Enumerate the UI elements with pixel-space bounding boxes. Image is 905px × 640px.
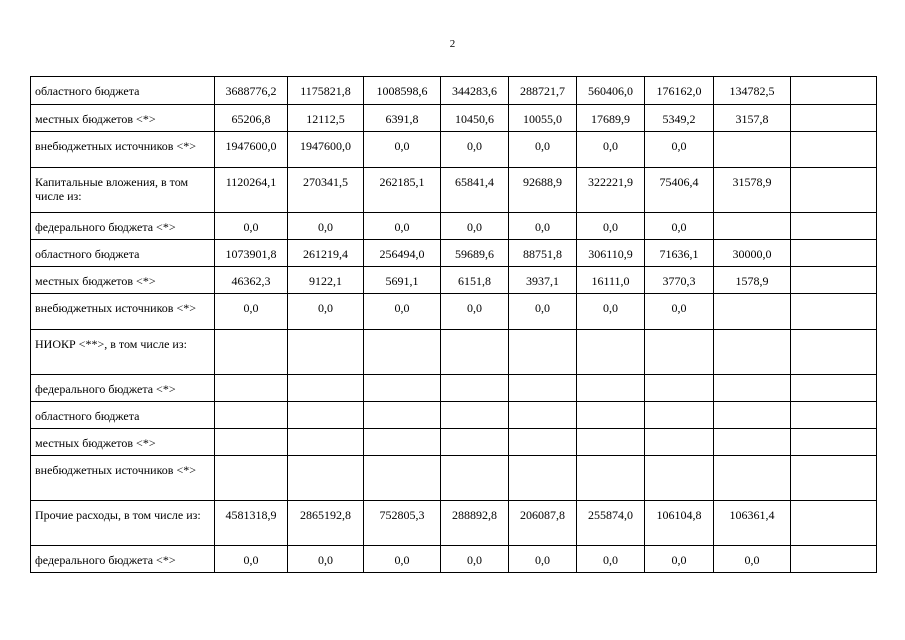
- value-cell: 1120264,1: [215, 168, 288, 213]
- row-label: федерального бюджета <*>: [31, 213, 215, 240]
- value-cell: [364, 375, 441, 402]
- value-cell: [441, 402, 509, 429]
- table-row: [31, 168, 877, 213]
- row-label: местных бюджетов <*>: [31, 267, 215, 294]
- table-row: [31, 330, 877, 375]
- value-cell: 0,0: [288, 294, 364, 330]
- row-label: Прочие расходы, в том числе из:: [31, 501, 215, 546]
- value-cell: 0,0: [364, 213, 441, 240]
- table-row: [31, 132, 877, 168]
- value-cell: 752805,3: [364, 501, 441, 546]
- value-cell: 0,0: [215, 546, 288, 573]
- value-cell: 31578,9: [714, 168, 791, 213]
- table-row: [31, 501, 877, 546]
- value-cell: [215, 375, 288, 402]
- value-cell: 106361,4: [714, 501, 791, 546]
- value-cell: 0,0: [215, 213, 288, 240]
- value-cell: 344283,6: [441, 77, 509, 105]
- value-cell: [791, 429, 877, 456]
- value-cell: [791, 213, 877, 240]
- table-row: [31, 375, 877, 402]
- value-cell: [714, 132, 791, 168]
- value-cell: [714, 456, 791, 501]
- page-number: 2: [449, 38, 456, 50]
- table-body: [31, 77, 877, 573]
- value-cell: [791, 402, 877, 429]
- value-cell: 206087,8: [509, 501, 577, 546]
- value-cell: [791, 132, 877, 168]
- value-cell: [791, 77, 877, 105]
- row-label: Капитальные вложения, в том числе из:: [31, 168, 215, 213]
- value-cell: 88751,8: [509, 240, 577, 267]
- table-row: [31, 267, 877, 294]
- value-cell: [577, 375, 645, 402]
- row-label: внебюджетных источников <*>: [31, 132, 215, 168]
- value-cell: 16111,0: [577, 267, 645, 294]
- value-cell: 65841,4: [441, 168, 509, 213]
- value-cell: [509, 402, 577, 429]
- value-cell: 2865192,8: [288, 501, 364, 546]
- table-row: [31, 213, 877, 240]
- value-cell: [645, 402, 714, 429]
- value-cell: [364, 330, 441, 375]
- value-cell: 17689,9: [577, 105, 645, 132]
- value-cell: [441, 429, 509, 456]
- value-cell: [577, 456, 645, 501]
- value-cell: 0,0: [645, 132, 714, 168]
- value-cell: [791, 501, 877, 546]
- value-cell: 3157,8: [714, 105, 791, 132]
- value-cell: 0,0: [441, 294, 509, 330]
- value-cell: [577, 429, 645, 456]
- value-cell: [215, 456, 288, 501]
- value-cell: [364, 429, 441, 456]
- value-cell: [509, 456, 577, 501]
- value-cell: [791, 546, 877, 573]
- value-cell: [288, 330, 364, 375]
- value-cell: 0,0: [441, 213, 509, 240]
- value-cell: 288721,7: [509, 77, 577, 105]
- budget-table: [30, 76, 877, 573]
- value-cell: 134782,5: [714, 77, 791, 105]
- value-cell: 176162,0: [645, 77, 714, 105]
- table-row: [31, 294, 877, 330]
- value-cell: [791, 105, 877, 132]
- value-cell: 0,0: [441, 132, 509, 168]
- value-cell: 71636,1: [645, 240, 714, 267]
- value-cell: 0,0: [441, 546, 509, 573]
- table-row: [31, 456, 877, 501]
- value-cell: 0,0: [509, 132, 577, 168]
- table-row: [31, 105, 877, 132]
- value-cell: [288, 429, 364, 456]
- table-row: [31, 402, 877, 429]
- row-label: областного бюджета: [31, 240, 215, 267]
- value-cell: [714, 402, 791, 429]
- row-label: местных бюджетов <*>: [31, 105, 215, 132]
- value-cell: 262185,1: [364, 168, 441, 213]
- value-cell: 0,0: [577, 132, 645, 168]
- value-cell: 261219,4: [288, 240, 364, 267]
- value-cell: [645, 456, 714, 501]
- value-cell: 6391,8: [364, 105, 441, 132]
- row-label: местных бюджетов <*>: [31, 429, 215, 456]
- value-cell: [791, 267, 877, 294]
- value-cell: 306110,9: [577, 240, 645, 267]
- value-cell: 0,0: [645, 546, 714, 573]
- value-cell: 59689,6: [441, 240, 509, 267]
- value-cell: [577, 402, 645, 429]
- row-label: внебюджетных источников <*>: [31, 456, 215, 501]
- row-label: федерального бюджета <*>: [31, 546, 215, 573]
- row-label: областного бюджета: [31, 402, 215, 429]
- value-cell: 1947600,0: [215, 132, 288, 168]
- value-cell: 256494,0: [364, 240, 441, 267]
- value-cell: [441, 456, 509, 501]
- value-cell: 1578,9: [714, 267, 791, 294]
- value-cell: [645, 330, 714, 375]
- value-cell: [364, 456, 441, 501]
- value-cell: [288, 375, 364, 402]
- value-cell: 5691,1: [364, 267, 441, 294]
- value-cell: [441, 375, 509, 402]
- value-cell: [509, 375, 577, 402]
- value-cell: [714, 213, 791, 240]
- value-cell: [577, 330, 645, 375]
- value-cell: 1175821,8: [288, 77, 364, 105]
- value-cell: [791, 330, 877, 375]
- value-cell: [791, 456, 877, 501]
- value-cell: [509, 429, 577, 456]
- row-label: федерального бюджета <*>: [31, 375, 215, 402]
- value-cell: 0,0: [645, 213, 714, 240]
- value-cell: 0,0: [509, 546, 577, 573]
- value-cell: 3937,1: [509, 267, 577, 294]
- value-cell: [791, 375, 877, 402]
- value-cell: 4581318,9: [215, 501, 288, 546]
- value-cell: [645, 375, 714, 402]
- value-cell: [791, 168, 877, 213]
- value-cell: 0,0: [364, 546, 441, 573]
- value-cell: 0,0: [509, 213, 577, 240]
- value-cell: 255874,0: [577, 501, 645, 546]
- value-cell: 10055,0: [509, 105, 577, 132]
- value-cell: [288, 456, 364, 501]
- value-cell: [215, 330, 288, 375]
- value-cell: 10450,6: [441, 105, 509, 132]
- value-cell: 0,0: [509, 294, 577, 330]
- value-cell: 9122,1: [288, 267, 364, 294]
- value-cell: 6151,8: [441, 267, 509, 294]
- value-cell: 0,0: [215, 294, 288, 330]
- value-cell: 0,0: [714, 546, 791, 573]
- value-cell: 65206,8: [215, 105, 288, 132]
- value-cell: [441, 330, 509, 375]
- value-cell: [714, 375, 791, 402]
- value-cell: [645, 429, 714, 456]
- value-cell: [714, 330, 791, 375]
- value-cell: 1073901,8: [215, 240, 288, 267]
- value-cell: 0,0: [288, 213, 364, 240]
- value-cell: 106104,8: [645, 501, 714, 546]
- value-cell: 92688,9: [509, 168, 577, 213]
- value-cell: 0,0: [288, 546, 364, 573]
- value-cell: [791, 294, 877, 330]
- value-cell: 1008598,6: [364, 77, 441, 105]
- table-row: [31, 77, 877, 105]
- value-cell: [791, 240, 877, 267]
- value-cell: [215, 402, 288, 429]
- value-cell: 322221,9: [577, 168, 645, 213]
- value-cell: 270341,5: [288, 168, 364, 213]
- value-cell: 0,0: [364, 132, 441, 168]
- table-row: [31, 546, 877, 573]
- value-cell: 46362,3: [215, 267, 288, 294]
- value-cell: 75406,4: [645, 168, 714, 213]
- value-cell: [714, 294, 791, 330]
- value-cell: [215, 429, 288, 456]
- value-cell: 3770,3: [645, 267, 714, 294]
- value-cell: 1947600,0: [288, 132, 364, 168]
- row-label: НИОКР <**>, в том числе из:: [31, 330, 215, 375]
- row-label: областного бюджета: [31, 77, 215, 105]
- value-cell: 288892,8: [441, 501, 509, 546]
- value-cell: [288, 402, 364, 429]
- value-cell: 0,0: [577, 546, 645, 573]
- value-cell: 0,0: [577, 213, 645, 240]
- row-label: внебюджетных источников <*>: [31, 294, 215, 330]
- value-cell: 12112,5: [288, 105, 364, 132]
- table-row: [31, 429, 877, 456]
- value-cell: 0,0: [364, 294, 441, 330]
- value-cell: [714, 429, 791, 456]
- value-cell: 560406,0: [577, 77, 645, 105]
- value-cell: 0,0: [577, 294, 645, 330]
- table-row: [31, 240, 877, 267]
- value-cell: [509, 330, 577, 375]
- value-cell: 0,0: [645, 294, 714, 330]
- value-cell: 5349,2: [645, 105, 714, 132]
- value-cell: [364, 402, 441, 429]
- value-cell: 30000,0: [714, 240, 791, 267]
- value-cell: 3688776,2: [215, 77, 288, 105]
